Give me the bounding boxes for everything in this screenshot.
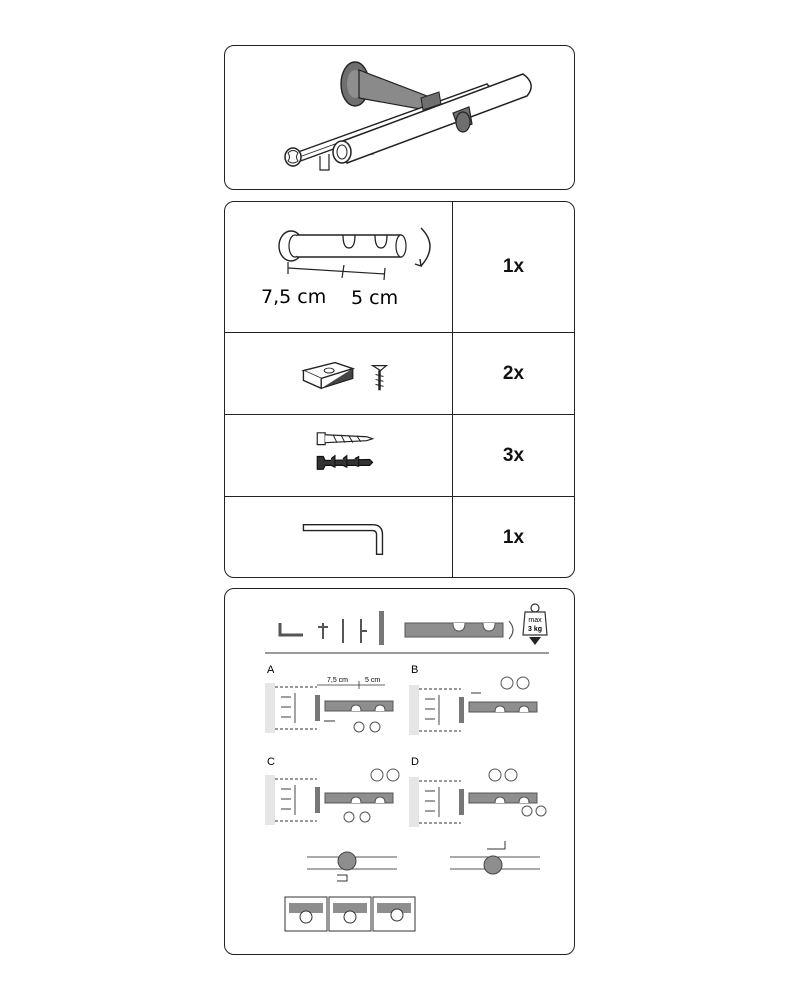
step-b-label: B <box>411 664 419 676</box>
bracket-dim-right: 5 cm <box>351 287 399 309</box>
bracket-dim-left: 7,5 cm <box>261 286 327 308</box>
max-load-value: 3 kg <box>527 626 543 633</box>
clip-and-screw-icon <box>225 333 452 414</box>
screw-and-wall-plug-icon <box>225 415 452 496</box>
product-overview-panel <box>224 45 575 190</box>
bracket-quantity: 1x <box>502 256 525 277</box>
screws-quantity: 3x <box>502 444 525 466</box>
step-a-diagram <box>265 664 393 733</box>
clip-lock-views <box>285 897 415 931</box>
step-a-dim-left: 7,5 cm <box>327 677 349 684</box>
step-a-dim-right: 5 cm <box>365 677 381 684</box>
part-row-allen-key <box>225 496 574 578</box>
bracket-icon <box>225 202 452 332</box>
step-a-label: A <box>267 664 275 676</box>
step-c-diagram <box>265 756 399 825</box>
step-b-diagram <box>409 664 537 735</box>
part-row-screws <box>225 414 574 496</box>
step-d-diagram <box>409 756 546 827</box>
assembly-instructions-drawing <box>225 589 573 953</box>
allen-key-icon <box>225 497 452 578</box>
double-curtain-rod-illustration <box>225 46 573 188</box>
allen-key-quantity: 1x <box>502 527 525 548</box>
parts-list-panel <box>224 201 575 578</box>
step-d-label: D <box>411 756 419 768</box>
clip-quantity: 2x <box>502 362 525 384</box>
assembly-steps-panel <box>224 588 575 955</box>
rail-insertion-views <box>307 841 540 881</box>
part-row-bracket <box>225 202 574 332</box>
step-c-label: C <box>267 756 275 768</box>
max-load-label: max <box>528 617 542 624</box>
tools-strip <box>265 604 549 653</box>
part-row-clip <box>225 332 574 414</box>
